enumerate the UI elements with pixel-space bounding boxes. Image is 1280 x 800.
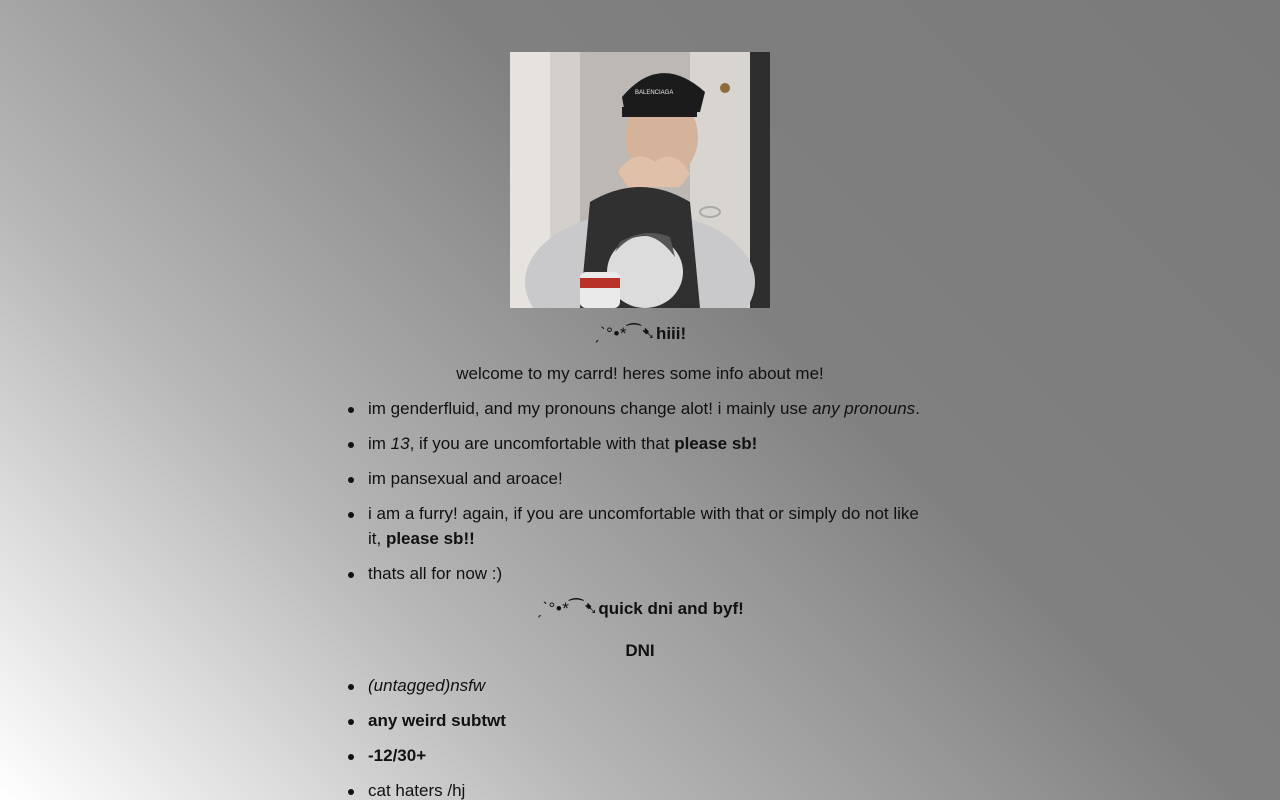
dni-list-item bbox=[350, 708, 930, 733]
about-list-item-text: i am a furry! again, if you are uncomfortable with that or simply do not like it, bbox=[368, 504, 919, 548]
about-list-item-text: please sb! bbox=[674, 434, 758, 453]
dni-label: DNI bbox=[625, 641, 655, 660]
heading-decoration: ˏˋ°•*⁀➷ bbox=[536, 599, 599, 618]
welcome-text: welcome to my carrd! heres some info about me! bbox=[456, 364, 824, 383]
dni-list-item bbox=[350, 778, 930, 800]
about-list bbox=[350, 396, 930, 586]
dni-section-heading-text: quick dni and byf! bbox=[598, 599, 744, 618]
dni-list bbox=[350, 673, 930, 800]
about-list-item-text: . bbox=[915, 399, 920, 418]
about-list-item-text: please sb!! bbox=[385, 529, 475, 548]
svg-text:BALENCIAGA: BALENCIAGA bbox=[635, 90, 674, 96]
about-list-item bbox=[350, 431, 930, 456]
dni-section-heading bbox=[350, 596, 930, 626]
about-list-item bbox=[350, 501, 930, 551]
about-list-item bbox=[350, 466, 930, 491]
about-list-item-text: 13 bbox=[390, 434, 410, 453]
profile-photo bbox=[510, 52, 770, 308]
dni-list-item-text: (untagged)nsfw bbox=[368, 676, 486, 695]
about-list-item bbox=[350, 396, 930, 421]
about-list-item-text: , if you are uncomfortable with that bbox=[409, 434, 675, 453]
about-list-item-text: im bbox=[368, 434, 391, 453]
intro-heading bbox=[350, 321, 930, 351]
dni-list-item bbox=[350, 673, 930, 698]
dni-list-item bbox=[350, 743, 930, 768]
dni-list-item-text: any weird subtwt bbox=[368, 711, 506, 730]
about-list-item-text: any pronouns bbox=[812, 399, 916, 418]
dni-list-item-text: -12/30+ bbox=[368, 746, 427, 765]
profile-content bbox=[350, 318, 930, 800]
heading-decoration: ˏˋ°•*⁀➷ bbox=[593, 324, 656, 343]
about-list-item bbox=[350, 561, 930, 586]
about-list-item-text: thats all for now :) bbox=[368, 564, 503, 583]
dni-list-item-text: cat haters /hj bbox=[368, 781, 466, 800]
about-list-item-text: im pansexual and aroace! bbox=[368, 469, 563, 488]
intro-heading-text: hiii! bbox=[655, 324, 687, 343]
about-list-item-text: im genderfluid, and my pronouns change alot! i mainly use bbox=[368, 399, 813, 418]
